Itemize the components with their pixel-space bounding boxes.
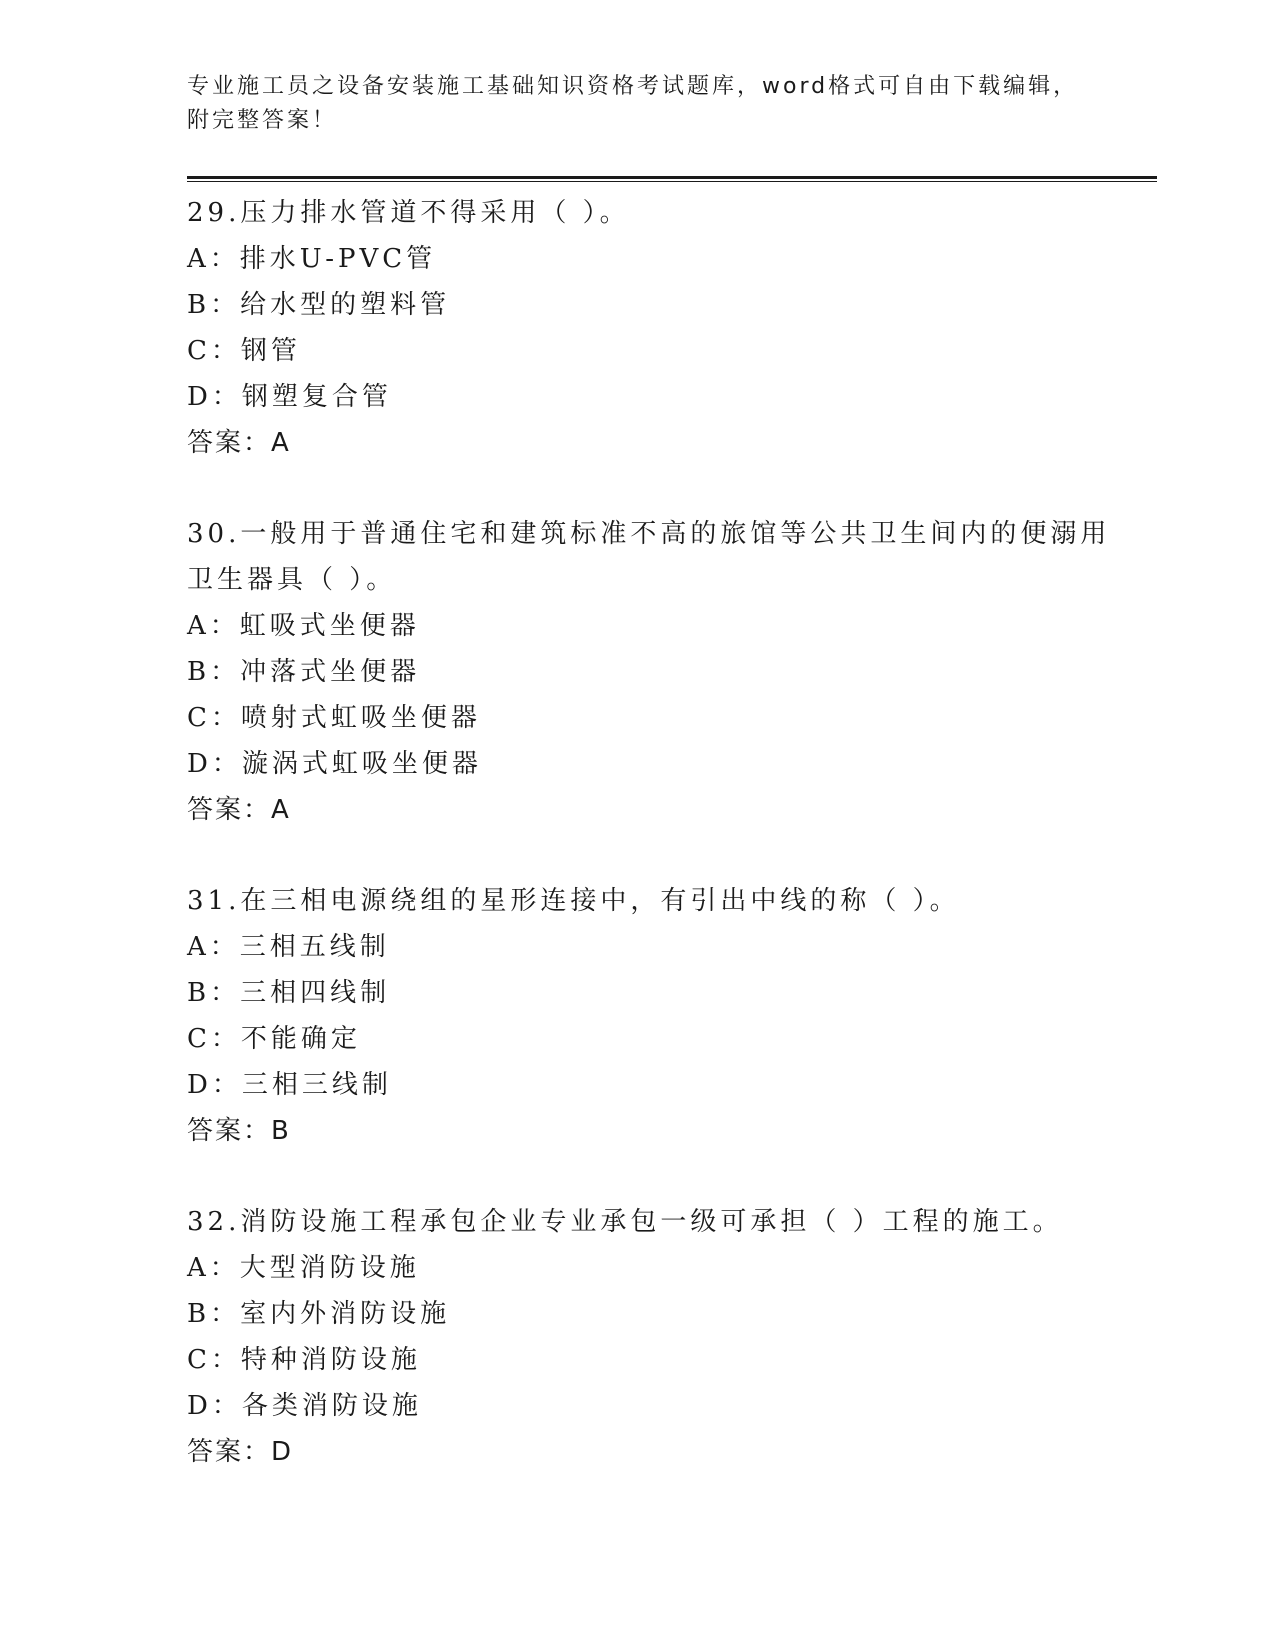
question-30 <box>187 511 1157 833</box>
answer-line: 答案：A <box>187 795 291 825</box>
option-b: B：冲落式坐便器 <box>187 657 421 687</box>
document-header-line-1: 专业施工员之设备安装施工基础知识资格考试题库，word格式可自由下载编辑， <box>187 74 1079 99</box>
question-stem: 30.一般用于普通住宅和建筑标准不高的旅馆等公共卫生间内的便溺用 <box>187 519 1111 549</box>
header-divider <box>187 176 1157 182</box>
option-a: A：三相五线制 <box>187 932 390 962</box>
question-29 <box>187 190 1157 466</box>
option-b: B：三相四线制 <box>187 978 391 1008</box>
option-d: D：各类消防设施 <box>187 1391 422 1421</box>
answer-line: 答案：D <box>187 1437 294 1467</box>
option-b: B：室内外消防设施 <box>187 1299 451 1329</box>
question-stem: 32.消防设施工程承包企业专业承包一级可承担（ ）工程的施工。 <box>187 1207 1063 1237</box>
question-stem: 29.压力排水管道不得采用（ ）。 <box>187 198 630 228</box>
answer-line: 答案：B <box>187 1116 291 1146</box>
option-a: A：排水U-PVC管 <box>187 244 437 274</box>
option-d: D：三相三线制 <box>187 1070 392 1100</box>
question-31 <box>187 878 1157 1154</box>
option-a: A：虹吸式坐便器 <box>187 611 420 641</box>
document-page <box>187 70 1157 1475</box>
option-c: C：特种消防设施 <box>187 1345 421 1375</box>
question-stem-continued: 卫生器具（ ）。 <box>187 565 397 595</box>
option-c: C：钢管 <box>187 336 301 366</box>
option-b: B：给水型的塑料管 <box>187 290 451 320</box>
option-d: D：钢塑复合管 <box>187 382 392 412</box>
question-32 <box>187 1199 1157 1475</box>
option-a: A：大型消防设施 <box>187 1253 420 1283</box>
answer-line: 答案：A <box>187 428 291 458</box>
question-stem: 31.在三相电源绕组的星形连接中，有引出中线的称（ ）。 <box>187 886 960 916</box>
option-c: C：喷射式虹吸坐便器 <box>187 703 481 733</box>
option-d: D：漩涡式虹吸坐便器 <box>187 749 482 779</box>
option-c: C：不能确定 <box>187 1024 361 1054</box>
document-header-line-2: 附完整答案！ <box>187 108 338 133</box>
